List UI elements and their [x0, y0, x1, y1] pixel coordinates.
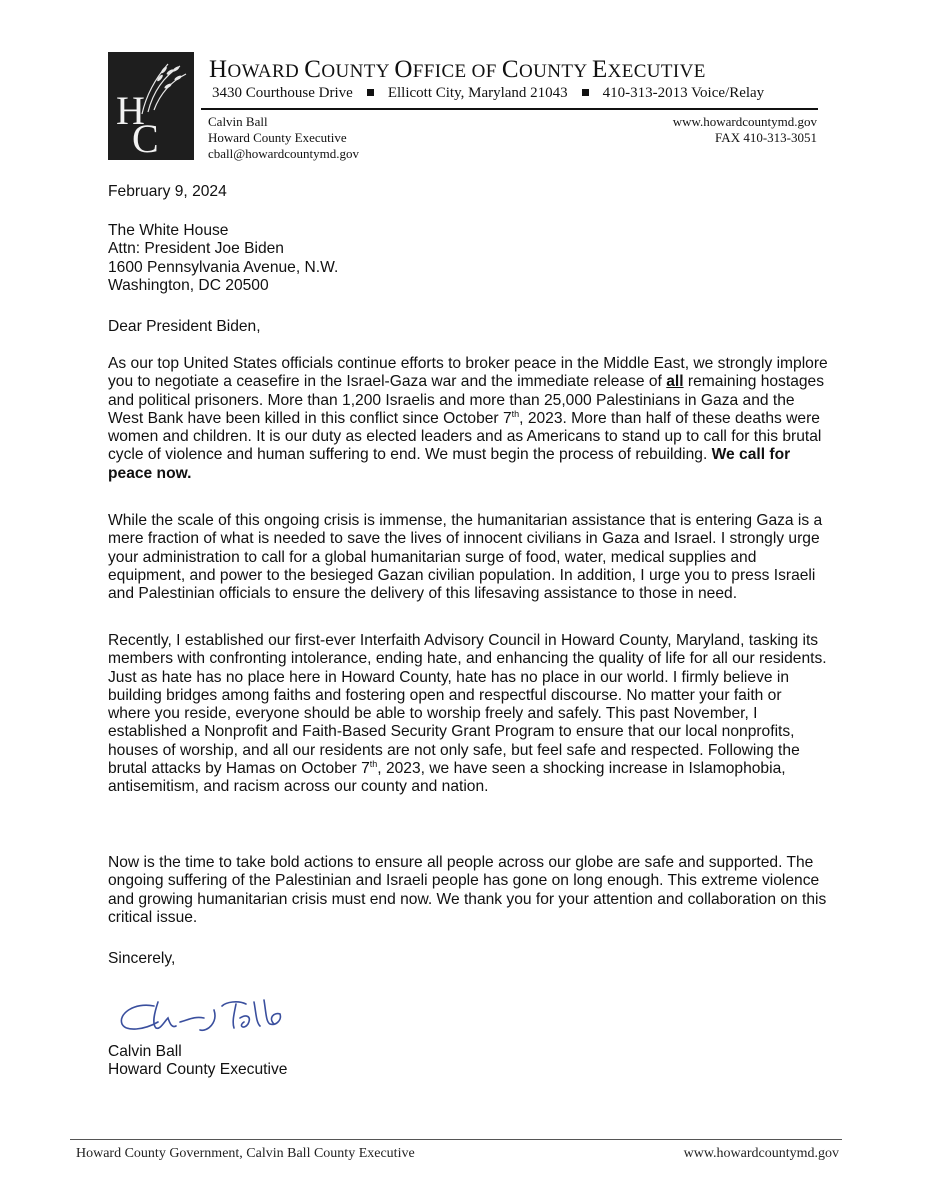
recipient-line: 1600 Pennsylvania Avenue, N.W.: [108, 258, 339, 276]
title-part: OWARD: [227, 61, 305, 82]
header-divider: [201, 108, 818, 110]
wheat-hc-logo-icon: [108, 52, 194, 160]
svg-text:C: C: [132, 116, 159, 160]
svg-text:H: H: [116, 88, 145, 133]
official-email[interactable]: cball@howardcountymd.gov: [208, 146, 359, 161]
closing: Sincerely,: [108, 950, 176, 967]
footer-divider: [70, 1139, 842, 1140]
text-run: As our top United States officials continue efforts to broker peace in the Middle East, we strongly implore you to negotiate a ceasefire in the Israel-Gaza war and the immediate release of: [108, 355, 828, 391]
ordinal-suffix: th: [369, 758, 378, 769]
text-run: , 2023, we have seen a shocking increase in Islamophobia, antisemitism, and racism across our county and nation.: [108, 760, 786, 796]
bold-call-for-peace: We call for peace now.: [108, 446, 791, 482]
ordinal-suffix: th: [511, 408, 520, 419]
emphasis-all: all: [666, 373, 684, 391]
recipient-line: Attn: President Joe Biden: [108, 240, 284, 258]
signer-name: Calvin Ball: [108, 1043, 182, 1060]
letter-date: February 9, 2024: [108, 183, 227, 200]
office-address-line: [212, 85, 764, 102]
phone-number: 410-313-2013 Voice/Relay: [602, 85, 765, 101]
paragraph-interfaith: [108, 632, 828, 797]
title-part: FFICE OF: [412, 61, 502, 82]
footer-website-link[interactable]: www.howardcountymd.gov: [683, 1146, 839, 1161]
title-part: O: [394, 56, 413, 83]
title-part: H: [209, 56, 228, 83]
title-part: C: [304, 56, 322, 83]
text-run: remaining hostages and political prisoners. More than 1,200 Israelis and more than 25,000 Palestinians in Gaza and the West Bank have been killed in this conflict since October 7: [108, 373, 825, 427]
official-name: Calvin Ball: [208, 114, 268, 129]
recipient-line: The White House: [108, 222, 229, 239]
county-logo: [108, 52, 194, 160]
title-part: E: [591, 56, 608, 83]
title-part: C: [501, 56, 519, 83]
recipient-address: [108, 222, 828, 295]
signer-title: Howard County Executive: [108, 1061, 288, 1079]
official-contact-block: [208, 114, 359, 162]
title-part: XECUTIVE: [607, 61, 706, 82]
text-run: , 2023. More than half of these deaths were women and children. It is our duty as elected leaders and as Americans to stand up to call for this brutal cycle of violence and human suffering to end. We must begin the process of rebuilding.: [108, 409, 822, 464]
paragraph-ceasefire: [108, 355, 828, 483]
paragraph-humanitarian: While the scale of this ongoing crisis is immense, the humanitarian assistance that is entering Gaza is a mere fraction of what is needed to save the lives of innocent civilians in Gaza and Israel. I strongly urge your administration to call for a global humanitarian surge of food, water, medical supplies and equipment, and power to the besieged Gazan civilian population. In addition, I urge you to press Israeli and Palestinian officials to ensure the delivery of this lifesaving assistance to those in need.: [108, 512, 823, 603]
separator-square-icon: [582, 89, 589, 96]
title-part: OUNTY: [321, 61, 395, 82]
handwritten-signature: [114, 992, 304, 1042]
office-title: [209, 56, 706, 84]
text-run: Recently, I established our first-ever Interfaith Advisory Council in Howard County, Maryland, tasking its members with confronting intolerance, ending hate, and enhancing the quality of life for all our residents. Just as hate has no place here in Howard County, hate has no place in our world. I firmly believe in building bridges among faiths and fostering open and respectful discourse. No matter your faith or where you reside, everyone should be able to worship freely and safely. This past November, I established a Nonprofit and Faith-Based Security Grant Program to ensure that our local nonprofits, houses of worship, and all our residents are not only safe, but feel safe and respected. Following the brutal attacks by Hamas on October 7: [108, 632, 827, 778]
city-state-zip: Ellicott City, Maryland 21043: [387, 85, 568, 101]
official-title: Howard County Executive: [208, 130, 347, 145]
recipient-line: Washington, DC 20500: [108, 276, 269, 294]
paragraph-closing-appeal: Now is the time to take bold actions to ensure all people across our globe are safe and supported. The ongoing suffering of the Palestinian and Israeli people has gone on long enough. This extreme violence and growing humanitarian crisis must end now. We thank you for your attention and collaboration on this critical issue.: [108, 854, 827, 926]
header-website-link[interactable]: www.howardcountymd.gov: [672, 114, 817, 129]
salutation: Dear President Biden,: [108, 318, 261, 335]
street-address: 3430 Courthouse Drive: [212, 85, 353, 101]
separator-square-icon: [367, 89, 374, 96]
office-web-fax-block: [673, 114, 817, 146]
title-part: OUNTY: [519, 61, 592, 82]
footer-organization: Howard County Government, Calvin Ball County Executive: [76, 1146, 415, 1161]
fax-number: FAX 410-313-3051: [715, 130, 817, 145]
signer-block: [108, 1043, 828, 1080]
